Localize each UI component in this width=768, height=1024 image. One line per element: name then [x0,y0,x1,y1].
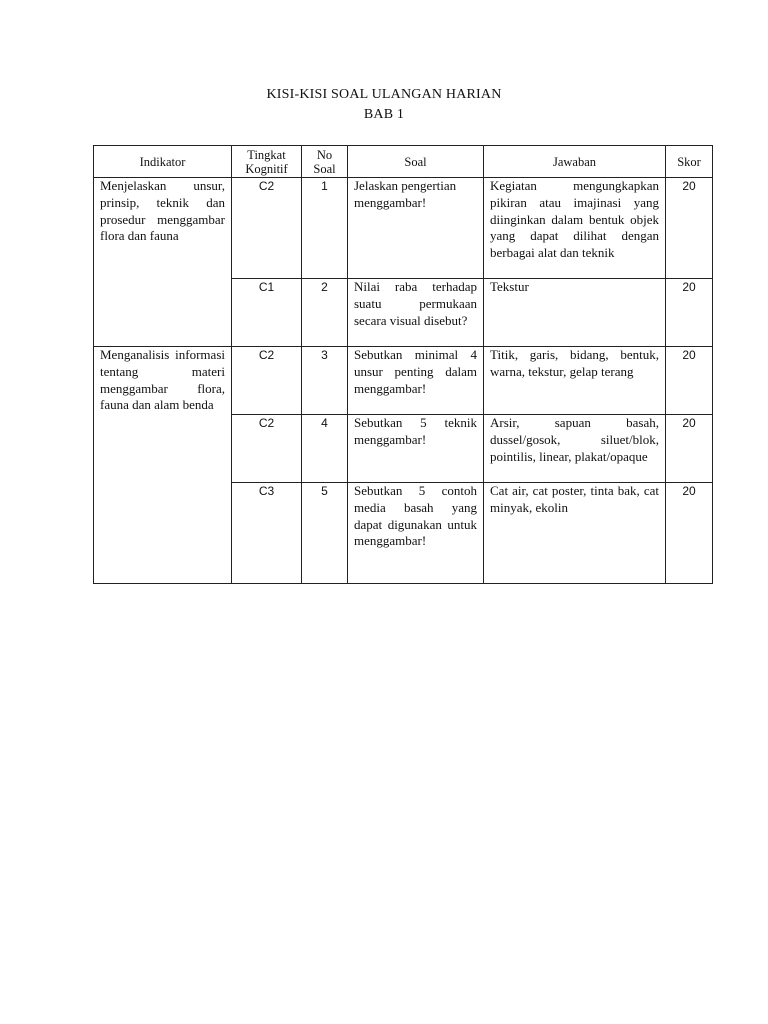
jawaban-cell: Kegiatan mengungkapkan pikiran atau imajinasi yang diinginkan dalam bentuk objek yang dapat dilihat dengan berbagai alat dan teknik [484,178,666,279]
tingkat-kognitif-cell: C3 [232,483,302,584]
header-jawaban: Jawaban [484,146,666,178]
soal-cell: Nilai raba terhadap suatu permukaan secara visual disebut? [348,279,484,347]
skor-cell: 20 [666,483,713,584]
tingkat-kognitif-cell: C2 [232,347,302,415]
kisi-kisi-table [93,145,713,584]
skor-cell: 20 [666,347,713,415]
table-header-row [94,146,713,178]
header-skor: Skor [666,146,713,178]
header-no-soal: No Soal [302,146,348,178]
soal-cell: Sebutkan minimal 4 unsur penting dalam menggambar! [348,347,484,415]
soal-cell: Sebutkan 5 contoh media basah yang dapat digunakan untuk menggambar! [348,483,484,584]
header-soal: Soal [348,146,484,178]
indikator-cell: Menganalisis informasi tentang materi menggambar flora, fauna dan alam benda [94,347,232,584]
no-soal-cell: 3 [302,347,348,415]
jawaban-cell: Titik, garis, bidang, bentuk, warna, tekstur, gelap terang [484,347,666,415]
indikator-cell: Menjelaskan unsur, prinsip, teknik dan prosedur menggambar flora dan fauna [94,178,232,347]
header-tingkat-kognitif: Tingkat Kognitif [232,146,302,178]
table-row [94,347,713,415]
skor-cell: 20 [666,279,713,347]
soal-cell: Jelaskan pengertian menggambar! [348,178,484,279]
skor-cell: 20 [666,178,713,279]
no-soal-cell: 2 [302,279,348,347]
no-soal-cell: 4 [302,415,348,483]
tingkat-kognitif-cell: C2 [232,415,302,483]
soal-cell: Sebutkan 5 teknik menggambar! [348,415,484,483]
skor-cell: 20 [666,415,713,483]
table-row [94,178,713,279]
jawaban-cell: Arsir, sapuan basah, dussel/gosok, siluet/blok, pointilis, linear, plakat/opaque [484,415,666,483]
no-soal-cell: 5 [302,483,348,584]
header-indikator: Indikator [94,146,232,178]
jawaban-cell: Cat air, cat poster, tinta bak, cat minyak, ekolin [484,483,666,584]
document-title: KISI-KISI SOAL ULANGAN HARIAN [266,87,502,102]
tingkat-kognitif-cell: C2 [232,178,302,279]
document-subtitle: BAB 1 [363,107,405,122]
no-soal-cell: 1 [302,178,348,279]
tingkat-kognitif-cell: C1 [232,279,302,347]
jawaban-cell: Tekstur [484,279,666,347]
